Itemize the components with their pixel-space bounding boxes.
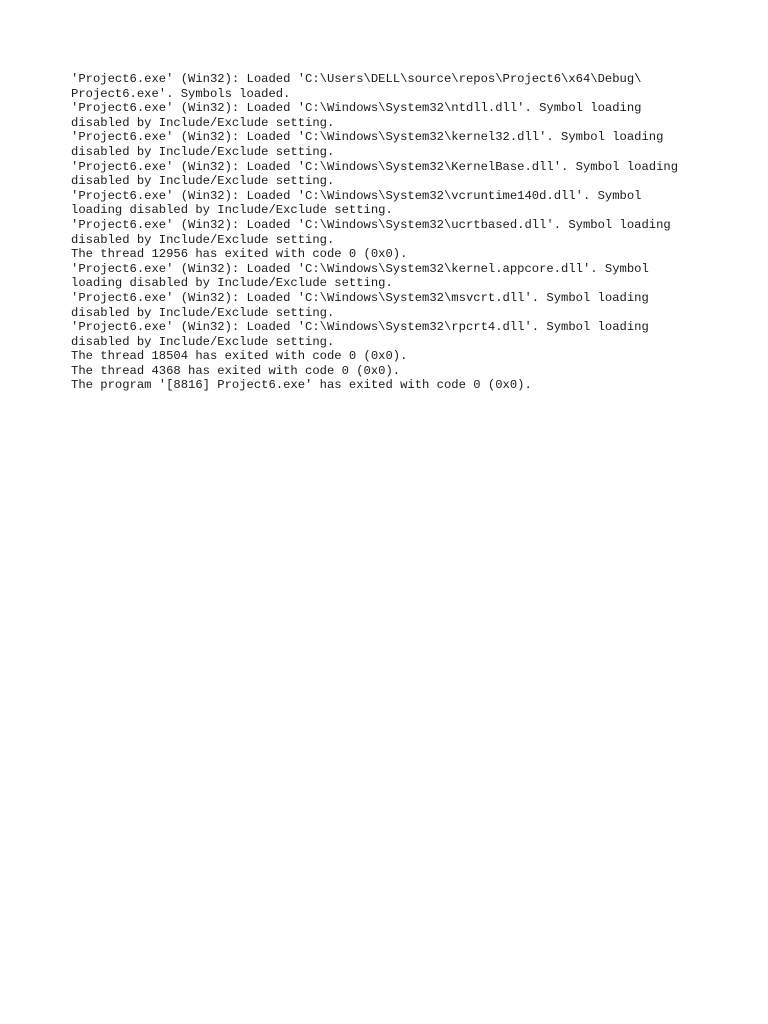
log-line: disabled by Include/Exclude setting. — [71, 174, 335, 189]
log-line: disabled by Include/Exclude setting. — [71, 144, 335, 159]
log-line: disabled by Include/Exclude setting. — [71, 232, 335, 247]
log-line: loading disabled by Include/Exclude setting. — [71, 276, 393, 291]
log-line: The program '[8816] Project6.exe' has exited with code 0 (0x0). — [71, 378, 532, 393]
log-line: loading disabled by Include/Exclude setting. — [71, 203, 393, 218]
debug-output-log — [71, 72, 731, 393]
log-line: The thread 4368 has exited with code 0 (0x0). — [71, 363, 401, 378]
log-line: The thread 12956 has exited with code 0 (0x0). — [71, 247, 408, 262]
log-line: disabled by Include/Exclude setting. — [71, 334, 335, 349]
log-line: 'Project6.exe' (Win32): Loaded 'C:\Windows\System32\vcruntime140d.dll'. Symbol — [71, 188, 642, 203]
log-line: 'Project6.exe' (Win32): Loaded 'C:\Windows\System32\ucrtbased.dll'. Symbol loading — [71, 217, 671, 232]
log-line: 'Project6.exe' (Win32): Loaded 'C:\Windows\System32\msvcrt.dll'. Symbol loading — [71, 290, 649, 305]
log-line: 'Project6.exe' (Win32): Loaded 'C:\Windows\System32\kernel32.dll'. Symbol loading — [71, 130, 664, 145]
log-line: disabled by Include/Exclude setting. — [71, 115, 335, 130]
log-line: 'Project6.exe' (Win32): Loaded 'C:\Windows\System32\kernel.appcore.dll'. Symbol — [71, 261, 649, 276]
log-line: disabled by Include/Exclude setting. — [71, 305, 335, 320]
log-line: Project6.exe'. Symbols loaded. — [71, 86, 291, 101]
log-line: The thread 18504 has exited with code 0 (0x0). — [71, 349, 408, 364]
log-line: 'Project6.exe' (Win32): Loaded 'C:\Windows\System32\rpcrt4.dll'. Symbol loading — [71, 320, 649, 335]
log-line: 'Project6.exe' (Win32): Loaded 'C:\Windows\System32\ntdll.dll'. Symbol loading — [71, 101, 642, 116]
log-line: 'Project6.exe' (Win32): Loaded 'C:\Users\DELL\source\repos\Project6\x64\Debug\ — [71, 72, 642, 86]
log-line: 'Project6.exe' (Win32): Loaded 'C:\Windows\System32\KernelBase.dll'. Symbol loading — [71, 159, 679, 174]
